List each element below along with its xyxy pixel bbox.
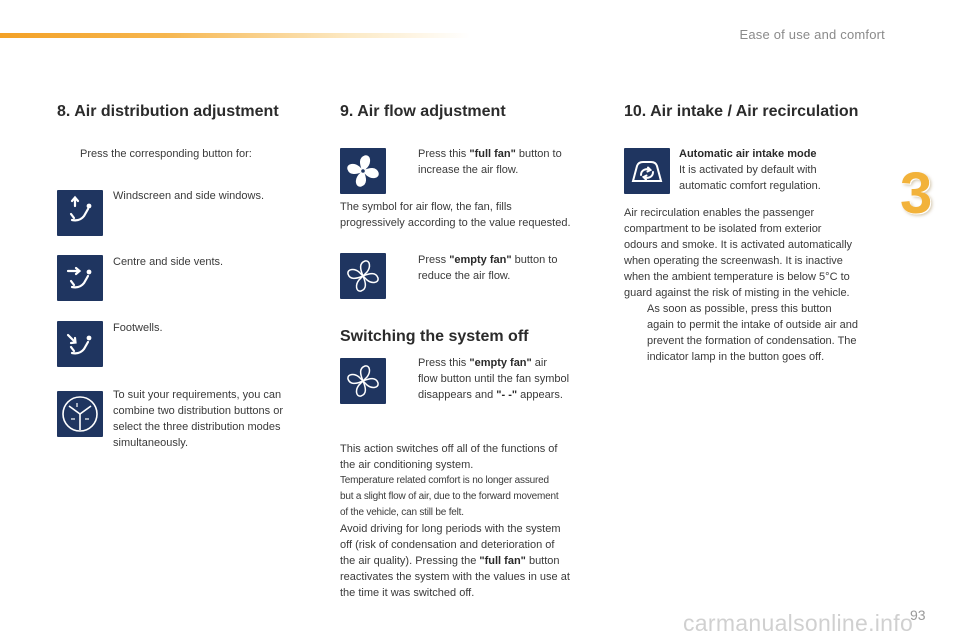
text-run: Temperature related comfort is no longer assured xyxy=(340,475,549,486)
text-run: disappears and xyxy=(418,389,497,401)
text-run: button to xyxy=(515,148,562,160)
vents-airflow-icon[interactable] xyxy=(57,255,103,301)
vents-label: Centre and side vents. xyxy=(113,256,224,268)
section-9-title: 9. Air flow adjustment xyxy=(340,103,506,120)
windscreen-label: Windscreen and side windows. xyxy=(113,190,265,202)
text-run: It is activated by default with xyxy=(679,164,817,176)
chapter-number: 3 xyxy=(900,161,933,226)
text-run: but a slight flow of air, due to the forward movement xyxy=(340,491,559,502)
watermark: carmanualsonline.info xyxy=(683,610,914,636)
text-run: when operating the screenwash. It is inactive xyxy=(624,255,843,267)
text-run: appears. xyxy=(517,389,563,401)
text-run: The symbol for air flow, the fan, fills xyxy=(340,201,512,213)
text-run: off (risk of condensation and deterioration of xyxy=(340,539,555,551)
combine-line: simultaneously. xyxy=(113,437,188,449)
text-run: air xyxy=(531,357,548,369)
combine-line: combine two distribution buttons or xyxy=(113,405,283,417)
air-recirculation-icon[interactable] xyxy=(624,148,670,194)
section-8-intro: Press the corresponding button for: xyxy=(80,148,252,160)
distribution-dial-icon[interactable] xyxy=(57,391,103,437)
empty-fan-label: "empty fan" xyxy=(449,254,512,266)
switch-off-instruction xyxy=(418,355,569,403)
recirculation-instruction xyxy=(647,301,858,365)
text-run: the time it was switched off. xyxy=(340,587,475,599)
text-run: the air quality). Pressing the xyxy=(340,555,480,567)
text-run: progressively according to the value requested. xyxy=(340,217,571,229)
text-run: prevent the formation of condensation. The xyxy=(647,335,857,347)
footwell-airflow-icon[interactable] xyxy=(57,321,103,367)
text-run: As soon as possible, press this button xyxy=(647,303,832,315)
text-run: flow button until the fan symbol xyxy=(418,373,570,385)
text-run: reactivates the system with the values in use at xyxy=(340,571,570,583)
text-run: This action switches off all of the functions of xyxy=(340,443,558,455)
combine-line: select the three distribution modes xyxy=(113,421,281,433)
auto-intake-title: Automatic air intake mode xyxy=(679,148,817,160)
switch-off-title: Switching the system off xyxy=(340,328,529,345)
full-fan-label: "full fan" xyxy=(479,555,526,567)
combine-text xyxy=(113,387,283,451)
text-run: button to xyxy=(511,254,558,266)
text-run: Air recirculation enables the passenger xyxy=(624,207,815,219)
dashes-label: "- -" xyxy=(496,389,518,401)
text-run: indicator lamp in the button goes off. xyxy=(647,351,825,363)
text-run: automatic comfort regulation. xyxy=(679,180,821,192)
full-fan-label: "full fan" xyxy=(469,148,516,160)
text-run: Press this xyxy=(418,357,470,369)
fan-symbol-note xyxy=(340,199,571,231)
text-run: reduce the air flow. xyxy=(418,270,511,282)
fan-off-icon[interactable] xyxy=(340,358,386,404)
fan-full-icon[interactable] xyxy=(340,148,386,194)
fan-empty-icon[interactable] xyxy=(340,253,386,299)
full-fan-instruction xyxy=(418,146,562,178)
empty-fan-instruction xyxy=(418,252,557,284)
text-run: odours and smoke. It is activated automatically xyxy=(624,239,853,251)
empty-fan-label: "empty fan" xyxy=(469,357,532,369)
windscreen-airflow-icon[interactable] xyxy=(57,190,103,236)
text-run: Press this xyxy=(418,148,470,160)
text-run: compartment to be isolated from exterior xyxy=(624,223,822,235)
header-title: Ease of use and comfort xyxy=(739,27,885,42)
text-run: Press xyxy=(418,254,450,266)
text-run: increase the air flow. xyxy=(418,164,519,176)
auto-intake-description xyxy=(679,146,821,194)
text-run: button xyxy=(525,555,560,567)
text-run: when the ambient temperature is below 5°C to xyxy=(624,271,850,283)
footwell-label: Footwells. xyxy=(113,322,163,334)
switch-off-notes xyxy=(340,441,615,601)
text-run: guard against the risk of misting in the vehicle. xyxy=(624,287,850,299)
section-8-title: 8. Air distribution adjustment xyxy=(57,103,279,120)
text-run: Avoid driving for long periods with the system xyxy=(340,523,561,535)
text-run: of the vehicle, can still be felt. xyxy=(340,507,464,518)
text-run: again to permit the intake of outside air and xyxy=(647,319,858,331)
text-run: the air conditioning system. xyxy=(340,459,474,471)
recirculation-description xyxy=(624,205,852,301)
header-accent-bar xyxy=(0,33,470,38)
section-10-title: 10. Air intake / Air recirculation xyxy=(624,103,859,120)
combine-line: To suit your requirements, you can xyxy=(113,389,282,401)
page-number: 93 xyxy=(910,607,926,623)
